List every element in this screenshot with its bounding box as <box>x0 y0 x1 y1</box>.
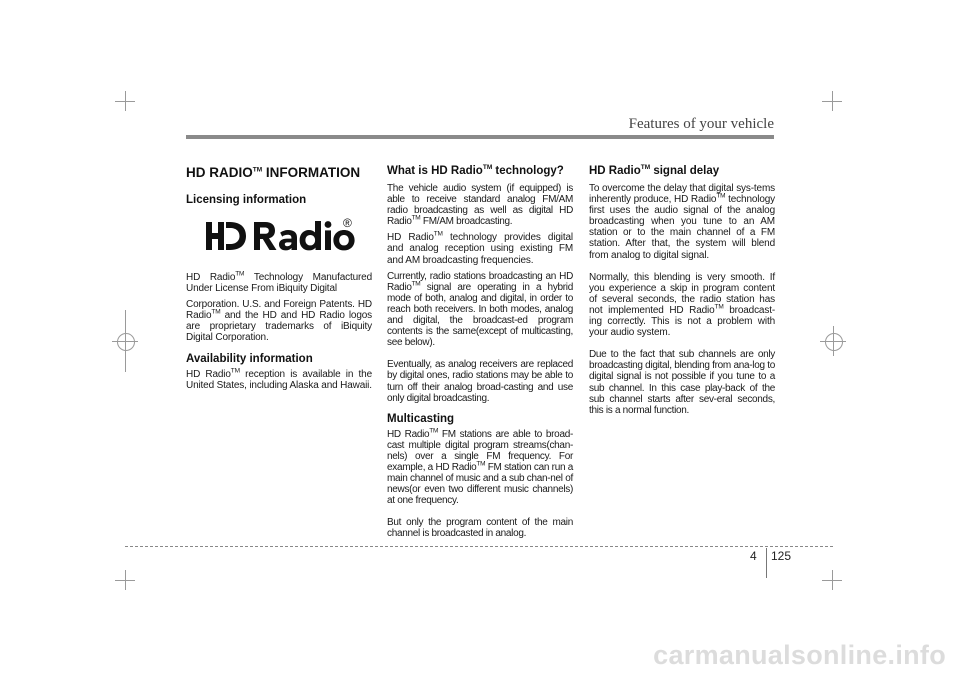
signal-delay-paragraph-3: Due to the fact that sub channels are only broadcasting digital, blending from ana-log to digital signal is not possible if you tune to a sub channel. In this case play-back of the sub channel starts after sev-eral seconds, this is a normal function. <box>589 349 775 416</box>
section-title: Features of your vehicle <box>628 116 774 132</box>
availability-paragraph: HD Radio™ reception is available in the United States, including Alaska and Hawaii. <box>186 367 372 391</box>
crop-mark-top-left-v <box>125 91 126 111</box>
signal-delay-heading: HD Radio™ signal delay <box>589 164 720 177</box>
registered-mark: ® <box>343 216 352 230</box>
crop-mark-top-right-v <box>832 91 833 111</box>
footer-rule <box>125 546 833 547</box>
header-rule <box>186 135 774 139</box>
column-left <box>186 165 372 396</box>
registration-mark-left-circle <box>117 333 135 351</box>
crop-mark-bottom-left-v <box>125 570 126 590</box>
licensing-paragraph-2: Corporation. U.S. and Foreign Patents. HD Radio™ and the HD and HD Radio logos are proprietary trademarks of iBiquity Digital Corporation. <box>186 299 372 344</box>
column-middle <box>387 165 573 545</box>
chapter-number: 4 <box>750 549 757 563</box>
crop-mark-bottom-right-v <box>832 570 833 590</box>
availability-heading: Availability information <box>186 352 313 365</box>
hd-radio-logo-icon <box>204 214 356 258</box>
page-number-divider <box>766 548 767 578</box>
what-is-paragraph-3: Currently, radio stations broadcasting an HD Radio™ signal are operating in a hybrid mode of both, analog and digital, in order to reach both receivers. In both modes, analog and digital, the broadcast-ed program contents is the same(except of multicasting, see below). <box>387 270 573 349</box>
signal-delay-paragraph-2: Normally, this blending is very smooth. If you experience a skip in program content of several seconds, the radio station has not implemented HD Radio™ broadcast-ing correctly. This is not a problem with your audio system. <box>589 271 775 339</box>
column-right <box>589 165 775 421</box>
hd-radio-logo <box>204 214 372 258</box>
what-is-heading: What is HD Radio™ technology? <box>387 164 564 177</box>
main-heading: HD RADIO™ INFORMATION <box>186 165 361 180</box>
signal-delay-paragraph-1: To overcome the delay that digital sys-tems inherently produce, HD Radio™ technology first uses the audio signal of the analog broadcasting when you tune to an AM station or to the main channel of a FM station. After that, the system will blend from analog to digital signal. <box>589 183 776 261</box>
page-number: 125 <box>771 549 792 563</box>
multicasting-paragraph-1: HD Radio™ FM stations are able to broad-cast multiple digital program streams(chan-nels) over a single FM frequency. For example, a HD Radio™ FM station can run a main channel of music and a sub chan-nel of news(or even two different music channels) at one frequency. <box>387 427 573 507</box>
multicasting-paragraph-2: But only the program content of the main channel is broadcasted in analog. <box>387 517 573 540</box>
licensing-paragraph-1: HD Radio™ Technology Manufactured Under License From iBiquity Digital <box>186 270 372 295</box>
site-watermark: carmanualsonline.info <box>653 640 946 670</box>
what-is-paragraph-4: Eventually, as analog receivers are replaced by digital ones, radio stations may be able to turn off their analog broad-casting and use only digital broadcasting. <box>387 359 573 404</box>
what-is-paragraph-1: The vehicle audio system (if equipped) is able to receive standard analog FM/AM radio broadcasting as well as digital HD Radio™ FM/AM broadcasting. <box>387 183 573 228</box>
multicasting-heading: Multicasting <box>387 412 455 425</box>
what-is-paragraph-2: HD Radio™ technology provides digital and analog reception using existing FM and AM broadcasting frequencies. <box>387 231 573 266</box>
registration-mark-right-circle <box>825 333 843 351</box>
licensing-heading: Licensing information <box>186 194 307 206</box>
